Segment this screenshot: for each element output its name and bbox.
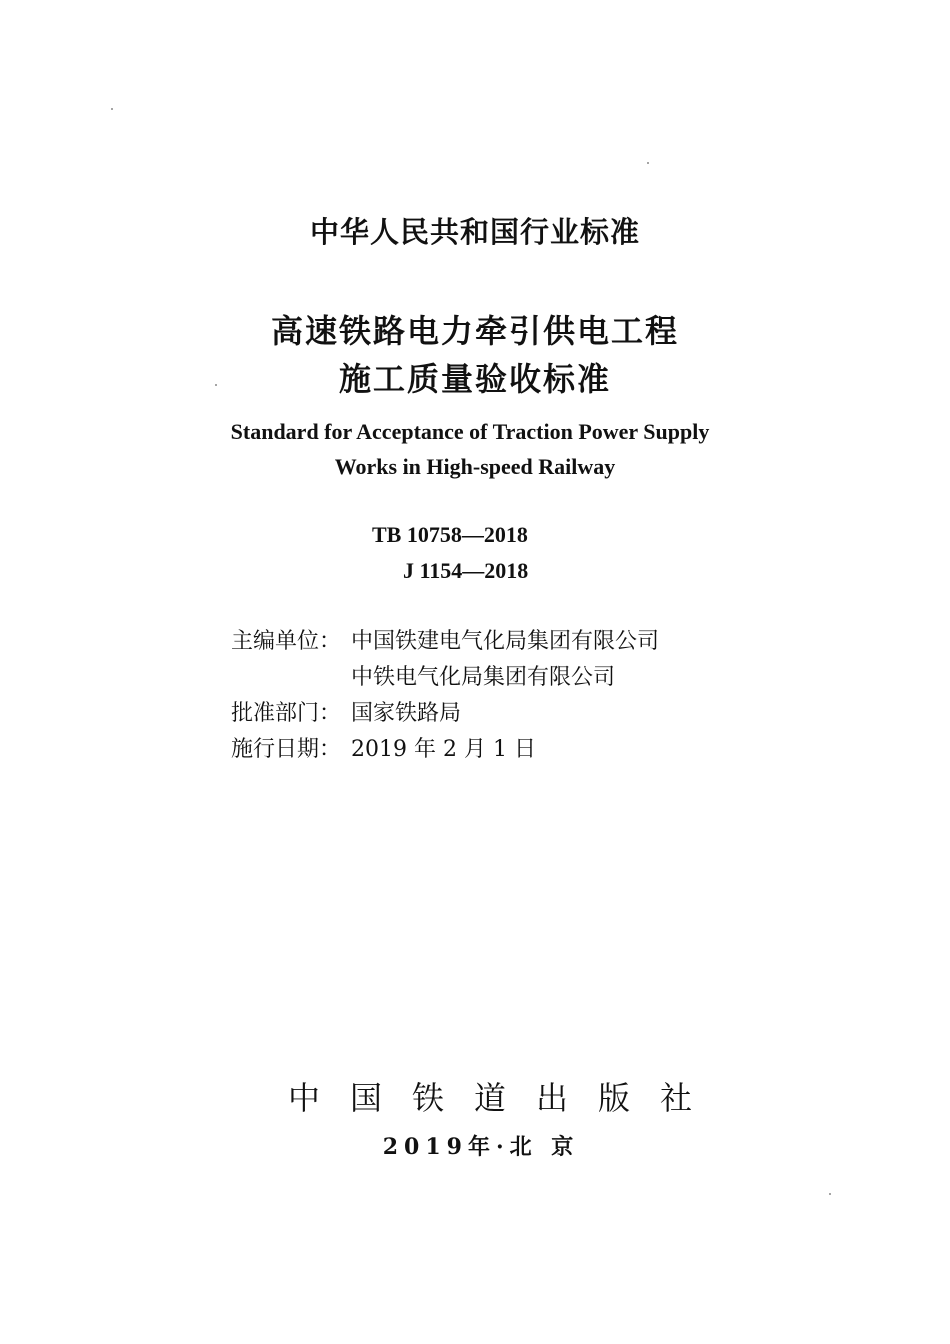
title-cn-line2: 施工质量验收标准 (338, 360, 611, 398)
scan-speck (647, 162, 649, 164)
title-cn-line1: 高速铁路电力牵引供电工程 (270, 312, 679, 350)
standard-category: 中华人民共和国行业标准 (309, 215, 640, 249)
effective-date-row (231, 732, 536, 763)
standard-code-j: J 1154—2018 (403, 558, 529, 583)
editor-value-2: 中铁电气化局集团有限公司 (351, 665, 616, 690)
standard-code-tb: TB 10758—2018 (372, 522, 528, 547)
scan-speck (829, 1193, 831, 1195)
editor-label: 主编单位： (231, 629, 342, 654)
approver-label: 批准部门： (231, 701, 342, 726)
editor-label-spacer (231, 660, 351, 691)
effective-date-value: 2019 年 2 月 1 日 (351, 737, 536, 762)
effective-date-label: 施行日期： (231, 737, 342, 762)
approver-row (231, 696, 461, 727)
publisher-name: 中国铁道出版社 (287, 1079, 722, 1117)
title-en-line1: Standard for Acceptance of Traction Power Supply (230, 419, 710, 444)
editor-value-1: 中国铁建电气化局集团有限公司 (351, 629, 660, 654)
title-en-line2: Works in High-speed Railway (334, 454, 616, 479)
scan-speck (215, 384, 217, 386)
editor-row-2 (231, 660, 615, 691)
editor-row (231, 624, 659, 655)
approver-value: 国家铁路局 (351, 701, 462, 726)
publication-year-place: 2019年·北 京 (382, 1134, 580, 1160)
scan-speck (111, 108, 113, 110)
